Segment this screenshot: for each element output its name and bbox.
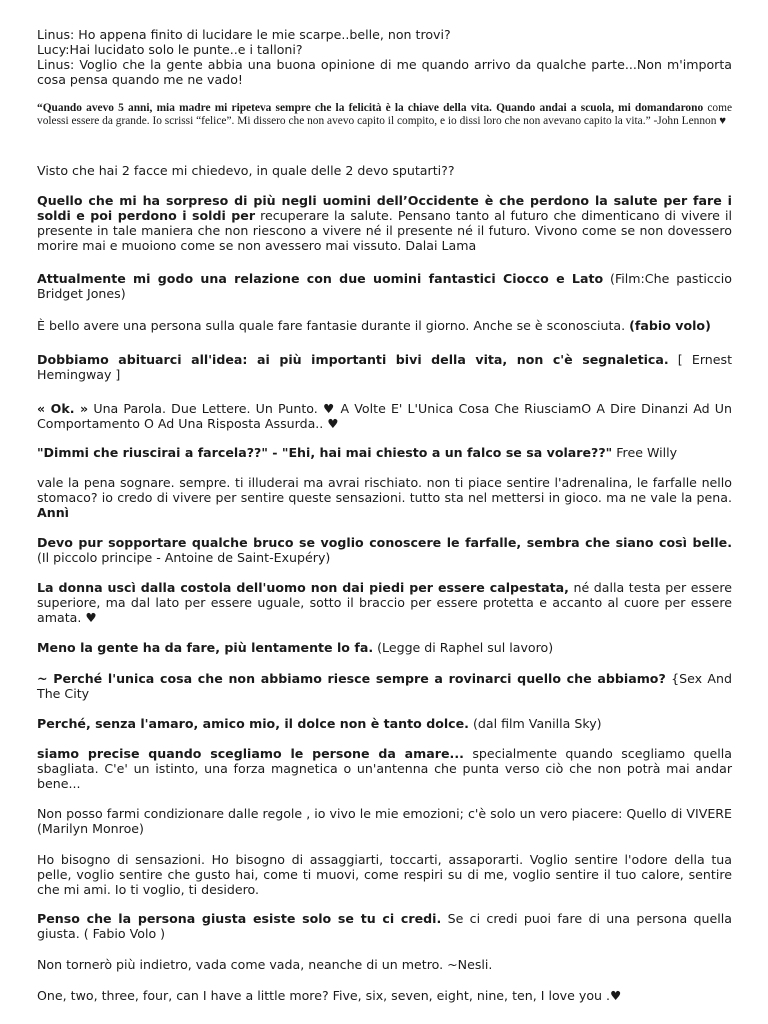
- quote-sex-and-the-city: [37, 671, 732, 701]
- quote-bold-text: Annì: [37, 505, 69, 520]
- quote-vanilla-sky: [37, 716, 732, 731]
- quote-fabio-volo-fantasie: [37, 318, 732, 333]
- quote-bold-text: ~ Perché l'unica cosa che non abbiamo riesce sempre a rovinarci quello che abbiamo?: [37, 671, 666, 686]
- quote-piccolo-principe: [37, 535, 732, 565]
- dialogue-line: Lucy:Hai lucidato solo le punte..e i talloni?: [37, 42, 303, 57]
- quote-normal-text: Free Willy: [612, 445, 678, 460]
- quote-bold-text: « Ok. »: [37, 401, 89, 416]
- quote-normal-text: (Legge di Raphel sul lavoro): [373, 640, 554, 655]
- quote-bold-text: “Quando avevo 5 anni, mia madre mi ripeteva sempre che la felicità è la chiave della vita. Quando andai a scuola, mi domandarono: [37, 102, 704, 114]
- quote-bold-text: Perché, senza l'amaro, amico mio, il dolce non è tanto dolce.: [37, 716, 469, 731]
- quote-vale-la-pena: [37, 475, 732, 520]
- quote-normal-text: (Il piccolo principe - Antoine de Saint-Exupéry): [37, 550, 331, 565]
- quote-normal-text: {Sex And The City: [37, 671, 732, 701]
- quote-donna-costola: [37, 580, 732, 625]
- quote-nesli: [37, 957, 732, 972]
- quote-bold-text: Dobbiamo abituarci all'idea: ai più importanti bivi della vita, non c'è segnaletica.: [37, 352, 669, 367]
- quote-bold-text: Attualmente mi godo una relazione con due uomini fantastici Ciocco e Lato: [37, 271, 604, 286]
- quote-dalai-lama: [37, 193, 732, 253]
- quote-bold-text: siamo precise quando scegliamo le persone da amare...: [37, 746, 464, 761]
- quote-normal-text: Non posso farmi condizionare dalle regole , io vivo le mie emozioni; c'è solo un vero piacere: Quello di VIVERE (Marilyn Monroe): [37, 806, 732, 836]
- quote-bridget-jones: [37, 271, 732, 301]
- quote-bold-text: (fabio volo): [629, 318, 711, 333]
- quote-john-lennon: [37, 102, 732, 128]
- quote-normal-text: Visto che hai 2 facce mi chiedevo, in quale delle 2 devo sputarti??: [37, 163, 455, 178]
- dialogue-line: Linus: Ho appena finito di lucidare le mie scarpe..belle, non trovi?: [37, 27, 451, 42]
- quote-bold-text: La donna uscì dalla costola dell'uomo non dai piedi per essere calpestata,: [37, 580, 569, 595]
- quote-normal-text: né dalla testa per essere superiore, ma dal lato per essere uguale, sotto il braccio per essere protetta e accanto al cuore per essere amata. ♥: [37, 580, 732, 625]
- quote-normal-text: [ Ernest Hemingway ]: [37, 352, 733, 382]
- quote-fabio-volo-persona-giusta: [37, 911, 732, 941]
- quote-sensazioni: [37, 852, 732, 897]
- quote-free-willy: [37, 445, 732, 460]
- quote-normal-text: recuperare la salute. Pensano tanto al futuro che dimenticano di vivere il presente in tale maniera che non riescono a vivere né il presente né il futuro. Vivono come se non dovessero morire mai e muoiono come se non avessero mai vissuto. Dalai Lama: [37, 208, 732, 253]
- quote-bold-text: Penso che la persona giusta esiste solo se tu ci credi.: [37, 911, 442, 926]
- quote-legge-raphel: [37, 640, 732, 655]
- quote-normal-text: (Film:Che pasticcio Bridget Jones): [37, 271, 732, 301]
- quote-normal-text: Se ci credi puoi fare di una persona quella giusta. ( Fabio Volo ): [37, 911, 732, 941]
- quote-bold-text: Quello che mi ha sorpreso di più negli uomini dell’Occidente è che perdono la salute per fare i soldi e poi perdono i soldi per: [37, 193, 732, 223]
- quote-normal-text: Non tornerò più indietro, vada come vada, neanche di un metro. ~Nesli.: [37, 957, 493, 972]
- quote-linus-lucy: [37, 27, 732, 87]
- quote-ok: [37, 401, 732, 431]
- quote-bold-text: "Dimmi che riuscirai a farcela??" - "Ehi, hai mai chiesto a un falco se sa volare??": [37, 445, 613, 460]
- quote-normal-text: (dal film Vanilla Sky): [468, 716, 602, 731]
- quote-marilyn-monroe: [37, 806, 732, 836]
- quote-hemingway: [37, 352, 732, 382]
- quote-normal-text: Ho bisogno di sensazioni. Ho bisogno di assaggiarti, toccarti, assaporarti. Voglio sentire l'odore della tua pelle, voglio sentire che gusto hai, come ti muovi, come respiri su di me, voglio sentire il tuo calore, sentire che mi ami. Io ti voglio, ti desidero.: [37, 852, 732, 897]
- dialogue-line: Linus: Voglio che la gente abbia una buona opinione di me quando arrivo da qualche parte...Non m'importa cosa pensa quando me ne vado!: [37, 57, 732, 87]
- quote-normal-text: È bello avere una persona sulla quale fare fantasie durante il giorno. Anche se è sconosciuta.: [37, 318, 630, 333]
- quote-normal-text: vale la pena sognare. sempre. ti illuderai ma avrai rischiato. non ti piace sentire l'adrenalina, le farfalle nello stomaco? io credo di vivere per sentire queste sensazioni. tutto sta nel mettersi in gioco. ma ne vale la pena.: [37, 475, 732, 505]
- quote-normal-text: One, two, three, four, can I have a little more? Five, six, seven, eight, nine, ten, I love you .♥: [37, 988, 622, 1003]
- quote-due-facce: [37, 163, 732, 178]
- quote-bold-text: Meno la gente ha da fare, più lentamente lo fa.: [37, 640, 374, 655]
- quote-normal-text: specialmente quando scegliamo quella sbagliata. C'e' un istinto, una forza magnetica o un'antenna che punta verso ciò che non potrà mai andar bene...: [37, 746, 733, 791]
- quote-siamo-precise: [37, 746, 732, 791]
- quote-normal-text: Una Parola. Due Lettere. Un Punto. ♥ A Volte E' L'Unica Cosa Che RiusciamO A Dire Dinanzi Ad Un Comportamento O Ad Una Risposta Assurda.. ♥: [37, 401, 733, 431]
- quote-normal-text: come volessi essere da grande. Io scrissi “felice”. Mi dissero che non avevo capito il compito, e io dissi loro che non avevano capito la vita.” -John Lennon ♥: [37, 102, 732, 127]
- quote-one-two-three: [37, 988, 732, 1003]
- quote-bold-text: Devo pur sopportare qualche bruco se voglio conoscere le farfalle, sembra che siano così belle.: [37, 535, 732, 550]
